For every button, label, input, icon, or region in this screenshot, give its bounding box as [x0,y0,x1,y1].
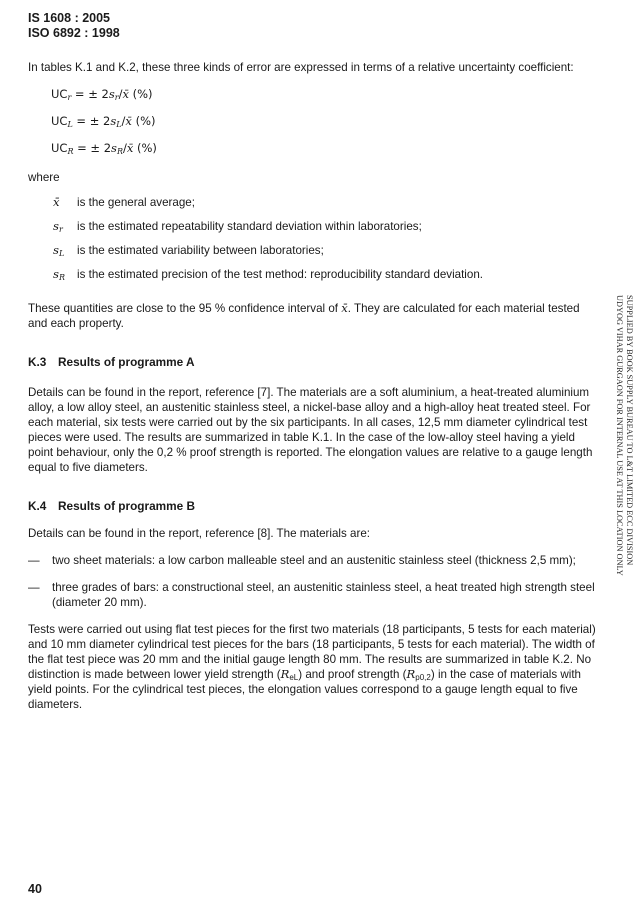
definition-xbar [53,195,600,219]
section-k3-heading: K.3 Results of programme A [28,355,195,369]
definition-text: is the estimated variability between laboratories; [77,244,324,257]
definition-text: is the estimated precision of the test method: reproducibility standard deviation. [77,268,484,281]
standard-iso: ISO 6892 : 1998 [28,26,120,40]
formula-uc-r: $UC_r$ = ± $2s_r/x̄$ (%) [51,87,153,102]
definition-symbol: $s_r$ [53,219,63,234]
section-k3-body: Details can be found in the report, reference [7]. The materials are a soft aluminium, a heat-treated aluminium alloy, a low alloy steel, an austenitic stainless steel, a nickel-base alloy and a high-alloy heat treated steel. For each material, six tests were carried out by the six participants. In all cases, 12,5 mm diameter cylindrical test pieces were used. The results are summarized in table K.1. In the case of the low-alloy steel having a yield point behaviour, only the 0,2 % proof strength is reported. The elongation values are relative to a gauge length equal to five diameters. [28,386,593,474]
definition-symbol: $s_R$ [53,267,65,282]
definition-symbol: $s_L$ [53,243,65,258]
definition-text: is the general average; [77,196,195,209]
dash-marker: — [28,554,40,567]
definition-sr [53,219,600,243]
section-k4-heading: K.4 Results of programme B [28,499,196,513]
side-notice: SUPPLIED BY BOOK SUPPLY BUREAU TO L&T LIMITED ECC DIVISION UDYOG VIHAR GURGAON FOR INTERNAL USE AT THIS LOCATION ONLY [615,295,634,576]
section-k4-closing: Tests were carried out using flat test pieces for the first two materials (18 participants, 5 tests for each material) and 10 mm diameter cylindrical test pieces for the bars (18 participants, 5 tests for each material). The width of the flat test piece was 20 mm and the initial gauge length 80 mm. The results are summarized in table K.2. No distinction is made between lower yield strength $(R_{eL})$ and proof strength $(R_{p0,2})$ in the case of materials with yield points. For the cylindrical test pieces, the elongation values correspond to a gauge length equal to five diameters. [28,623,596,711]
formula-uc-l: $UC_L$ = ± $2s_L/x̄$ (%) [51,114,156,129]
formula-uc-cap-r: $UC_R$ = ± $2s_R/x̄$ (%) [51,141,157,156]
main-content [28,60,600,712]
quantities-paragraph: These quantities are close to the 95 % confidence interval of x̄. They are calculated for each material tested and each property. [28,301,580,330]
section-k4-body: Details can be found in the report, reference [8]. The materials are: [28,527,370,540]
page-number: 40 [28,882,42,896]
intro-paragraph: In tables K.1 and K.2, these three kinds of error are expressed in terms of a relative uncertainty coefficient: [28,61,574,74]
where-label: where [28,171,60,184]
standard-designation [28,11,120,41]
list-item: — three grades of bars: a constructional steel, an austenitic stainless steel, a heat treated high strength steel (diameter 20 mm). [28,581,595,609]
definition-sl [53,243,600,267]
definition-text: is the estimated repeatability standard deviation within laboratories; [77,220,422,233]
standard-is: IS 1608 : 2005 [28,11,111,25]
definition-symbol: x̄ [53,195,60,209]
definition-sr-cap [53,267,600,291]
list-item: — two sheet materials: a low carbon malleable steel and an austenitic stainless steel (thickness 2,5 mm); [28,554,576,567]
dash-marker: — [28,581,40,594]
